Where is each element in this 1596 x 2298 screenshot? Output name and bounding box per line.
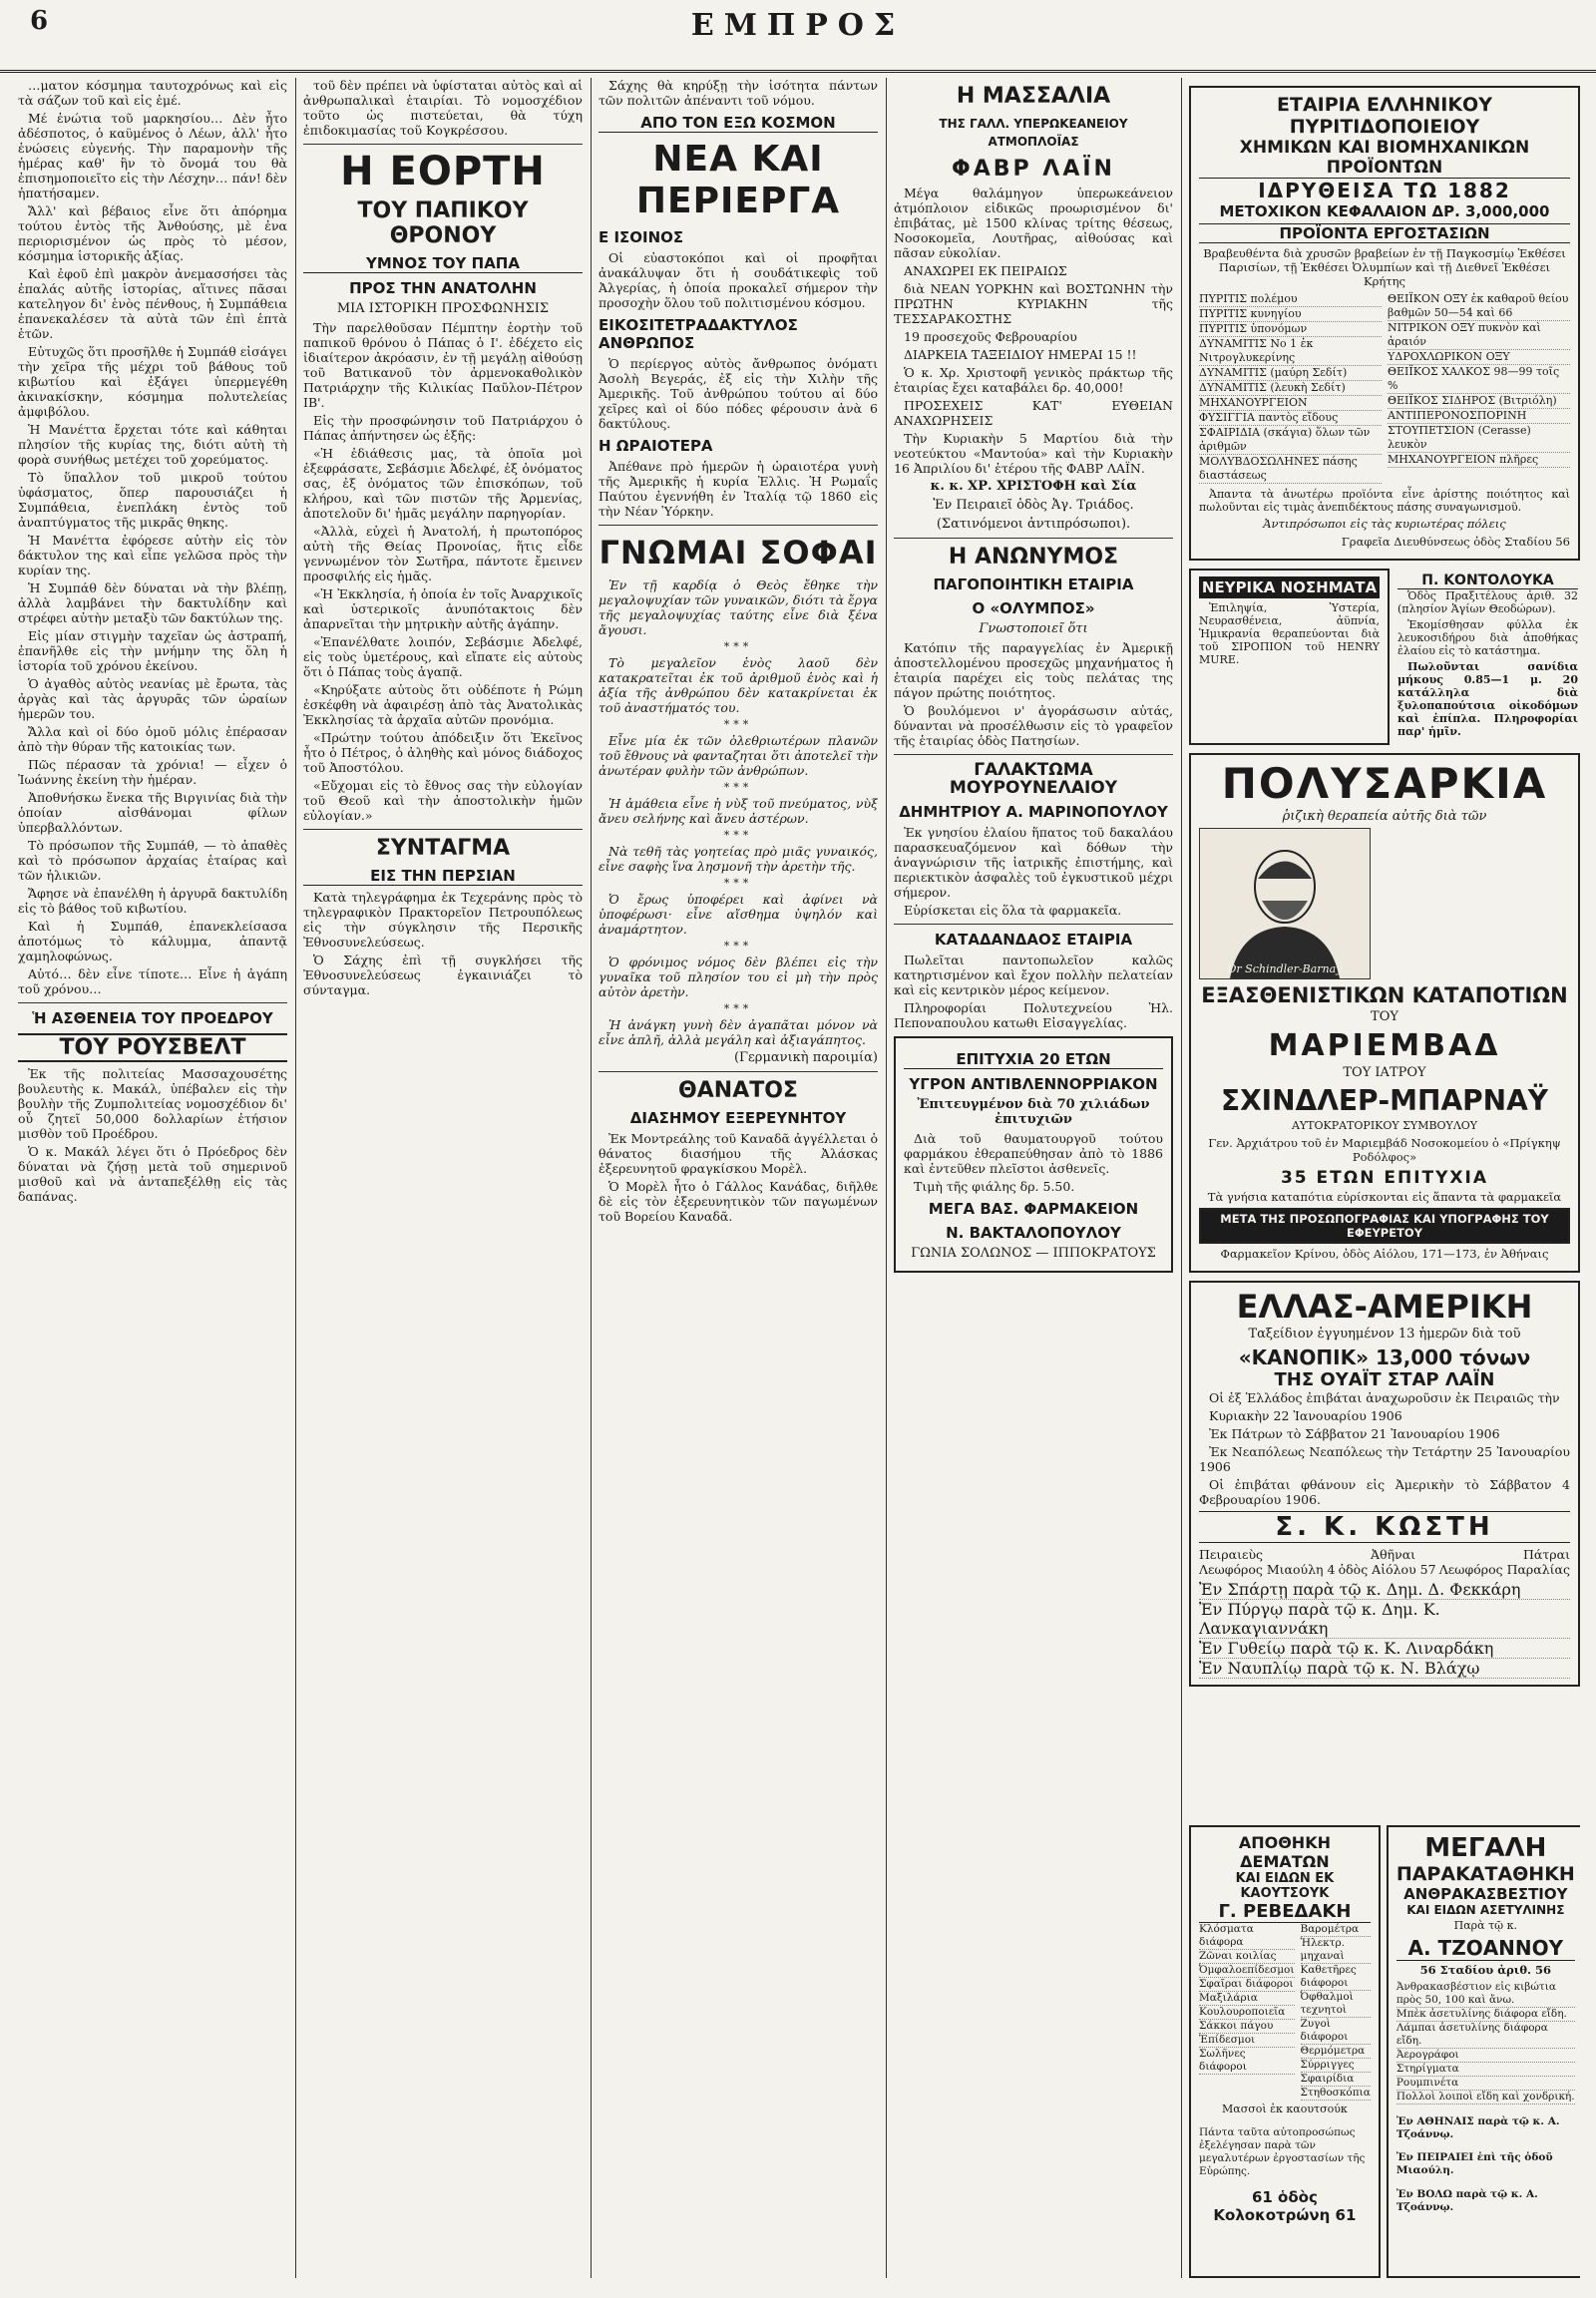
bottom-ads xyxy=(1189,1825,1580,2278)
paragraph: Ἐκ τῆς πολιτείας Μασσαχουσέτης βουλευτὴς κ. Μακάλ, ὑπέβαλεν εἰς τὴν βουλὴν τῆς Ζυμπολιτείας νομοσχέδιον δι' οὗ ζητεῖ 50,000 δολλαρίων ἐτήσιον μισθὸν τοῦ Προέδρου. xyxy=(18,1066,287,1141)
product-item: ΜΗΧΑΝΟΥΡΓΕΙΟΝ xyxy=(1199,396,1382,411)
pills-ad-main: ΕΞΑΣΘΕΝΙΣΤΙΚΩΝ ΚΑΤΑΠΟΤΙΩΝ xyxy=(1201,983,1568,1007)
rubber-items-right xyxy=(1301,1923,1371,2101)
ship-ad-body xyxy=(894,186,1173,476)
saying: Ἐν τῇ καρδίᾳ ὁ Θεὸς ἔθηκε τὴν μεγαλοψυχίαν τῶν γυναικῶν, διότι τὰ ἔργα τῆς μεγαλοψυχίας ταύτης εἶνε διὰ ξένα ἄγουσι. xyxy=(598,577,878,637)
star-separator: *** xyxy=(723,640,753,653)
rubber-item: Καθετῆρες διάφοροι xyxy=(1301,1964,1371,1991)
death-title: ΘΑΝΑΤΟΣ xyxy=(678,1078,798,1103)
agent-branch: Ἐν Πύργῳ παρὰ τῷ κ. Δημ. Κ. Λανκαγιαννάκη xyxy=(1199,1600,1570,1639)
saying: Ὁ φρόνιμος νόμος δὲν βλέπει εἰς τὴν γυναῖκα τοῦ πλησίον του εἰ μὴ τὴν πρὸς αὐτὸν ἀρετὴν. xyxy=(598,955,878,999)
product-item: ΔΥΝΑΜΙΤΙΣ No 1 ἐκ Νιτρογλυκερίνης xyxy=(1199,337,1382,366)
paragraph: Ὁ Σάχης ἐπὶ τῇ συγκλήσει τῆς Ἐθνοσυνελεύσεως ἐγκαινιάζει τὸ σύνταγμα. xyxy=(303,953,583,997)
story-title: ΤΟΥ ΡΟΥΣΒΕΛΤ xyxy=(18,1033,287,1062)
product-item: ΥΔΡΟΧΛΩΡΙΚΟΝ ΟΞΥ xyxy=(1388,350,1570,365)
rubber-item: Βαρομέτρα xyxy=(1301,1923,1371,1937)
ad-line: ΠΡΟΣΕΧΕΙΣ ΚΑΤ' ΕΥΘΕΙΑΝ ΑΝΑΧΩΡΗΣΕΙΣ xyxy=(894,398,1173,428)
rubber-item: Ὀφθαλμοὶ τεχνητοὶ xyxy=(1301,1991,1371,2018)
intro-text: Σάχης θὰ κηρύξῃ τὴν ἰσότητα πάντων τῶν πολιτῶν ἀπέναντι τοῦ νόμου. xyxy=(598,78,878,108)
news-title: ΝΕΑ ΚΑΙ ΠΕΡΙΕΡΓΑ xyxy=(635,139,841,221)
rubber-ad-title: ΑΠΟΘΗΚΗ ΔΕΜΑΤΩΝ xyxy=(1238,1833,1331,1871)
product-item: ΘΕΙΪΚΟΝ ΟΞΥ ἐκ καθαροῦ θείου βαθμῶν 50—54 καὶ 66 xyxy=(1388,292,1569,319)
carbide-line: Ἀερογράφοι xyxy=(1396,2049,1575,2063)
product-item: ΜΗΧΑΝΟΥΡΓΕΙΟΝ πλῆρες xyxy=(1388,453,1570,468)
rubber-item: Ζῶναι κοιλίας xyxy=(1199,1950,1295,1964)
sailing-line: Ἐκ Πάτρων τὸ Σάββατον 21 Ἰανουαρίου 1906 xyxy=(1209,1426,1500,1441)
carbide-line: Ρουμπινέτα xyxy=(1396,2077,1575,2091)
star-separator: *** xyxy=(723,940,753,953)
agent-cities xyxy=(1199,1547,1570,1562)
rubber-item: Σωλῆνες διάφοροι xyxy=(1199,2048,1295,2075)
agent-addresses xyxy=(1199,1562,1570,1577)
pills-ad-of: ΤΟΥ xyxy=(1371,1009,1398,1024)
pills-ad-doctor-label: ΤΟΥ ΙΑΤΡΟΥ xyxy=(1343,1065,1426,1080)
paragraph: Τὸ ὕπαλλον τοῦ μικροῦ τούτου ὑφάσματος, ὅπερ παρουσιάζει ἡ Συμπάθεια, ἐνεπλάκη ἐντὸς τοῦ ἀναπτύγματος τῆς μικρᾶς θηκης. xyxy=(18,470,287,530)
sailing-line: Ἐκ Νεαπόλεως Νεαπόλεως τὴν Τετάρτην 25 Ἰανουαρίου 1906 xyxy=(1199,1444,1570,1474)
carbide-ad-name: Α. ΤΖΟΑΝΝΟΥ xyxy=(1396,1936,1575,1961)
star-separator: *** xyxy=(723,877,753,890)
product-item: ΜΟΛΥΒΔΟΣΩΛΗΝΕΣ πάσης διαστάσεως xyxy=(1199,455,1382,484)
column-rule xyxy=(886,78,887,2278)
carbide-ad-title4: ΚΑΙ ΕΙΔΩΝ ΑΣΕΤΥΛΙΝΗΣ xyxy=(1406,1903,1565,1917)
doctor-portrait xyxy=(1199,828,1371,979)
codliver-ad-body xyxy=(894,825,1173,918)
ad-line: Ἐκ γνησίου ἐλαίου ἥπατος τοῦ δακαλάου παρασκευαζόμενον καὶ δόθων τὴν ἀναγνώρισιν τῆς ἰατρικῆς ἐπιστήμης, καὶ περιεκτικὸν ἀσφαλὲς τοῦ ἐγκυστικοῦ μέχρι σήμερον. xyxy=(894,825,1173,900)
gunpowder-products-right xyxy=(1388,292,1570,484)
agent-city: Πάτραι xyxy=(1523,1547,1570,1562)
rubber-item: Ζυγοὶ διάφοροι xyxy=(1301,2018,1371,2045)
kontolouka-ad xyxy=(1396,569,1580,745)
carbide-ad xyxy=(1387,1825,1580,2278)
kontolouka-ad-address: Ὁδὸς Πραξιτέλους ἀριθ. 32 (πλησίον Ἁγίων Θεοδώρων). xyxy=(1397,589,1578,615)
ice-ad-title: Η ΑΝΩΝΥΜΟΣ xyxy=(948,545,1119,570)
product-item: ΘΕΙΪΚΟΣ ΣΙΔΗΡΟΣ (Βιτριόλη) xyxy=(1388,394,1570,409)
paragraph: «Ἡ Ἐκκλησία, ἡ ὁποία ἐν τοῖς Ἀναρχικοῖς καὶ ὑστερικοῖς ἀνυπότακτοις δὲν ἀπαρνεῖται τὴν μητρικὴν αὐτῆς ἀγάπην. xyxy=(303,586,583,631)
gunpowder-ad-awards: Βραβευθέντα διὰ χρυσῶν βραβείων ἐν τῇ Παγκοσμίῳ Ἐκθέσει Παρισίων, τῇ Ἐκθέσει Ὀλυμπίων καὶ τῇ Διεθνεῖ Ἐκθέσει Κρήτης xyxy=(1203,246,1566,288)
product-item: ΝΙΤΡΙΚΟΝ ΟΞΥ πυκνὸν καὶ ἀραιόν xyxy=(1388,321,1570,350)
section-heading: ΑΠΟ ΤΟΝ ΕΞΩ ΚΟΣΜΟΝ xyxy=(598,114,878,133)
column-1 xyxy=(18,78,287,2278)
pills-ad-doctor: ΣΧΙΝΔΛΕΡ-ΜΠΑΡΝΑΫ xyxy=(1220,1084,1549,1117)
pills-ad-text: Γεν. Ἀρχιάτρου τοῦ ἐν Μαριεμβάδ Νοσοκομείου ὁ «Πρίγκηψ Ροδόλφος» xyxy=(1208,1136,1561,1164)
ship-agent-address: Ἐν Πειραιεῖ ὁδὸς Ἀγ. Τριάδος. xyxy=(933,498,1134,513)
remedy-ad-title: ΥΓΡΟΝ ΑΝΤΙΒΛΕΝΝΟΡΡΙΑΚΟΝ xyxy=(909,1075,1158,1093)
star-separator: *** xyxy=(723,1002,753,1015)
ad-line: Ὁ κ. Χρ. Χριστοφῆ γενικὸς πράκτωρ τῆς ἑταιρίας ἔχει καταβάλει δρ. 40,000! xyxy=(894,365,1173,395)
paragraph: Ἄλλ' καὶ βέβαιος εἶνε ὅτι ἀπόρημα τούτου ἐντὸς τῆς Ἀνθούσης, μὲ ἐνα περιορισμένον ὡς πρὸς τὸ μέσον, κόσμημα ἱστορικῆς ἀξίας. xyxy=(18,203,287,263)
paragraph: Ἀποθνήσκω ἕνεκα τῆς Βιργινίας διὰ τὴν ὁποίαν αἰσθάνομαι φίλων ὑπερβαλλόντων. xyxy=(18,790,287,835)
paragraph: Ὁ ἀγαθὸς αὐτὸς νεανίας μὲ ἔρωτα, τὰς ἀργὰς καὶ τὰς ἀργυρᾶς τῶν ὡραίων ἡμερῶν του. xyxy=(18,676,287,721)
rubber-ad-footer: Μασσοὶ ἐκ καουτσούκ xyxy=(1222,2103,1348,2115)
pills-ad-sold: Τὰ γνήσια καταπότια εὑρίσκονται εἰς ἅπαντα τὰ φαρμακεῖα xyxy=(1207,1190,1562,1204)
product-item: ΑΝΤΙΠΕΡΟΝΟΣΠΟΡΙΝΗ xyxy=(1388,409,1570,424)
rubber-item: Κουλουροποιεῖα xyxy=(1199,2006,1295,2020)
masthead xyxy=(0,0,1596,73)
remedy-ad-body xyxy=(904,1131,1163,1194)
carbide-branch-volos: Ἐν ΒΟΛΩ παρὰ τῷ κ. Α. Τζοάννῳ. xyxy=(1396,2187,1538,2213)
agent-address: Λεωφόρος Παραλίας xyxy=(1438,1562,1570,1577)
rubber-ad-address: 61 ὁδὸς Κολοκοτρώνη 61 xyxy=(1213,2188,1357,2224)
intro-text: τοῦ δὲν πρέπει νὰ ὑφίσταται αὐτὸς καὶ αἱ ἀνθρωπαλικαὶ ἑταιρίαι. Τὸ νομοσχέδιον τοῦτο ὡς πιστεύεται, θὰ τύχη ἐπιδοκιμασίας τοῦ Κογκρέσσου. xyxy=(303,78,583,138)
rubber-item: Ἐπίδεσμοι xyxy=(1199,2034,1295,2048)
shop-ad-body xyxy=(894,953,1173,1030)
paragraph: Αὐτό… δὲν εἶνε τίποτε… Εἶνε ἡ ἀγάπη τοῦ χρόνου… xyxy=(18,966,287,996)
feast-subheading: ΤΟΥ ΠΑΠΙΚΟΥ ΘΡΟΝΟΥ xyxy=(357,198,529,248)
paragraph: «Ἡ ἐδιάθεσις μας, τὰ ὁποῖα μοὶ ἐξεφράσατε, Σεβάσμιε Ἀδελφέ, ἐξ ὀνόματος σας, ἐξ ὀνόματος τῶν ἐπισκόπων, τοῦ κλήρου, καὶ τῶν πιστῶν τῆς Ἀρμενίας, ἀποτελοῦν δι' ἡμᾶς μεγάλην παρηγορίαν. xyxy=(303,446,583,521)
column-rule xyxy=(1181,78,1182,2278)
paragraph: Καὶ ἐφοῦ ἐπὶ μακρὸν ἀνεμασσήσει τὰς ἐπαλάς αὐτῆς ἱστορίας, αἵτινες πᾶσαι κατεληγον δι' ἑνὸς πένθους, ἡ Συμπάθεια ἐπανεκαλέσεν τὰ αὐτὰ τῶν ἐπὶ ἑπτὰ ἑτῶν. xyxy=(18,266,287,341)
ad-line: διὰ ΝΕΑΝ ΥΟΡΚΗΝ καὶ ΒΟΣΤΩΝΗΝ τὴν ΠΡΩΤΗΝ ΚΥΡΙΑΚΗΝ τῆς ΤΕΣΣΑΡΑΚΟΣΤΗΣ xyxy=(894,281,1173,326)
paragraph: Κατὰ τηλεγράφημα ἐκ Τεχεράνης πρὸς τὸ τηλεγραφικὸν Πρακτορεῖον Πετρουπόλεως εἰς τὴν σύγκλησιν τῆς Περσικῆς Ἐθνοσυνελεύσεως. xyxy=(303,890,583,950)
rubber-item: Σύρριγγες xyxy=(1301,2059,1371,2073)
ad-line: Κατόπιν τῆς παραγγελίας ἐν Ἀμερικῇ ἀποστελλομένου προσεχῶς μηχανήματος ἡ ἑταιρία παρέχει εἰς τοὺς πελάτας της πάγον πρώτης ποιότητος. xyxy=(894,640,1173,700)
carbide-line: Λάμπαι ἀσετυλίνης διάφορα εἴδη. xyxy=(1396,2022,1575,2049)
news-item-head: ΕΙΚΟΣΙΤΕΤΡΑΔΑΚΤΥΛΟΣ ΑΝΘΡΩΠΟΣ xyxy=(598,316,798,352)
sailing-line: Κυριακὴν 22 Ἰανουαρίου 1906 xyxy=(1209,1408,1402,1423)
paper-name: ΕΜΠΡΟΣ xyxy=(690,8,906,43)
east-heading: ΠΡΟΣ ΤΗΝ ΑΝΑΤΟΛΗΝ xyxy=(349,279,537,297)
ad-line: Ὁ βουλόμενοι ν' ἀγοράσωσιν αὐτάς, δύνανται νὰ προσέλθωσιν εἰς τὸ γραφεῖον τῆς ἑταιρίας ὁδὸς Πατησίων. xyxy=(894,703,1173,748)
story-body xyxy=(18,1066,287,1204)
agent-city: Ἀθῆναι xyxy=(1371,1547,1416,1562)
agent-branch: Ἐν Ναυπλίῳ παρὰ τῷ κ. Ν. Βλάχῳ xyxy=(1199,1659,1570,1679)
paragraph: Καὶ ἡ Συμπάθ, ἐπανεκλείσασα ἀποτόμως τὸ κάλυμμα, ἀπαντᾷ χαμηλοφώνως. xyxy=(18,919,287,963)
star-separator: *** xyxy=(723,718,753,731)
carbide-ad-address: 56 Σταδίου ἀριθ. 56 xyxy=(1419,1963,1552,1977)
ad-line: Διὰ τοῦ θαυματουργοῦ τούτου φαρμάκου ἐθεραπεύθησαν ἀπὸ τὸ 1886 καὶ ἐντεῦθεν πλεῖστοι ἀσθενεῖς. xyxy=(904,1131,1163,1176)
nervous-ad xyxy=(1189,569,1390,745)
product-item: ΠΥΡΙΤΙΣ πολέμου xyxy=(1199,292,1382,307)
paragraph: Ὁ Μορὲλ ἦτο ὁ Γάλλος Κανάδας, διῆλθε δὲ εἰς τὸν ἐξερευνητικὸν τῶν παγωμένων τοῦ Βορείου Καναδᾶ. xyxy=(598,1179,878,1224)
carbide-branch-athens: Ἐν ΑΘΗΝΑΙΣ παρὰ τῷ κ. Α. Τζοάννῳ. xyxy=(1396,2114,1560,2140)
pills-ad-success: 35 ΕΤΩΝ ΕΠΙΤΥΧΙΑ xyxy=(1280,1168,1489,1188)
ad-line: Μέγα θαλάμηγον ὑπερωκεάνειον ἀτμόπλοιον εἰδικῶς προωρισμένον δι' ἐπιβάτας, μὲ 1500 κλίνας τρίτης θέσεως, Νοσοκομεῖα, Λουτῆρας, αἰθούσας καὶ πᾶσαν εὐκολίαν. xyxy=(894,186,1173,260)
paragraph: …ματον κόσμημα ταυτοχρόνως καὶ εἰς τὰ σάζων τοῦ καὶ εἰς ἐμέ. xyxy=(18,78,287,108)
carbide-line: Ἀνθρακασβέστιον εἰς κιβώτια πρὸς 50, 100 καὶ ἄνω. xyxy=(1396,1981,1575,2008)
pills-ad xyxy=(1189,753,1580,1273)
shop-ad-title: ΚΑΤΑΔΑΝΔΑΟΣ ΕΤΑΙΡΙΑ xyxy=(934,931,1133,949)
agent-address: ὁδὸς Αἰόλου 57 xyxy=(1338,1562,1436,1577)
column-3 xyxy=(598,78,878,2278)
kontolouka-ad-text: Ἐκομίσθησαν φύλλα ἐκ λευκοσιδήρου διὰ ἀποθήκας ἐλαίου εἰς τὸ κατάστημα. xyxy=(1397,618,1578,657)
star-separator: *** xyxy=(723,829,753,842)
news-item-text: Ὁ περίεργος αὐτὸς ἄνθρωπος ὀνόματι Ἀσολὴ Βεγεράς, ἐξ εἰς τὴν Χιλὴν τῆς Ἀμερικῆς. Τοῦ ἀνθρώπου τούτου αἱ δύο χεῖρες καὶ οἱ δύο πόδες φέρουσιν ἀνὰ 6 δακτύλους. xyxy=(598,356,878,431)
pills-ad-sub: ῥιζικὴ θεραπεία αὐτῆς διὰ τῶν xyxy=(1282,809,1487,824)
constitution-body xyxy=(303,890,583,997)
agent-branch: Ἐν Γυθείῳ παρὰ τῷ κ. Κ. Λιναρδάκη xyxy=(1199,1639,1570,1659)
paragraph: Εἰς μίαν στιγμὴν ταχεῖαν ὡς ἀστραπή, ἐπανῆλθε εἰς τὴν μνήμην της ὅλη ἡ ἱστορία τοῦ χρόνου ἐκείνου. xyxy=(18,628,287,673)
news-item-head: Η ΩΡΑΙΟΤΕΡΑ xyxy=(598,437,713,455)
rubber-items-left xyxy=(1199,1923,1295,2101)
gunpowder-ad-capital: ΜΕΤΟΧΙΚΟΝ ΚΕΦΑΛΑΙΟΝ ΔΡ. 3,000,000 xyxy=(1219,202,1550,220)
pharmacy-label: ΜΕΓΑ ΒΑΣ. ΦΑΡΜΑΚΕΙΟΝ xyxy=(928,1200,1139,1218)
paragraph: Ἐκ Μοντρεάλης τοῦ Καναδᾶ ἀγγέλλεται ὁ θάνατος διασήμου τῆς Ἀλάσκας ἐξερευνητοῦ φραγκίσκου Μορὲλ. xyxy=(598,1131,878,1176)
news-item-text: Οἱ εὐαστοκόποι καὶ οἱ προφῆται ἀνακάλυψαν ὅτι ἡ σουδάτικεφὶς τοῦ Ἀλγερίας, ἡ ὁποία προκαλεῖ σήμερον τὴν προσοχὴν ὅλου τοῦ πολιτισμένου κόσμου. xyxy=(598,250,878,310)
product-item: ΠΥΡΙΤΙΣ κυνηγίου xyxy=(1199,307,1382,322)
paragraph: Ὁ κ. Μακάλ λέγει ὅτι ὁ Πρόεδρος δὲν δύναται νὰ ζήσῃ μετὰ τοῦ σημερινοῦ μισθοῦ καὶ νὰ ἀνταπεξέλθῃ εἰς τὰς δαπάνας. xyxy=(18,1144,287,1204)
paragraph: Ἡ Μανέττα ἐφόρεσε αὐτὴν εἰς τὸν δάκτυλον της καὶ εἶπε γελῶσα πρὸς τὴν κυρίαν της. xyxy=(18,533,287,577)
constitution-heading: ΣΥΝΤΑΓΜΑ xyxy=(375,836,511,861)
remedy-ad-banner: ΕΠΙΤΥΧΙΑ 20 ΕΤΩΝ xyxy=(904,1050,1163,1069)
ad-line: Πληροφορίαι Πολυτεχνείου Ἠλ. Πεποναπουλου κατωθι Εἰσαγγελίας. xyxy=(894,1000,1173,1030)
feast-body xyxy=(303,320,583,823)
carbide-ad-lines xyxy=(1396,1981,1575,2105)
saying: Ἡ ἀμάθεια εἶνε ἡ νὺξ τοῦ πνεύματος, νὺξ ἄνευ σελήνης καὶ ἄνευ ἀστέρων. xyxy=(598,796,878,826)
ad-line: Εὑρίσκεται εἰς ὅλα τὰ φαρμακεῖα. xyxy=(904,903,1122,918)
rubber-ad xyxy=(1189,1825,1381,2278)
rubber-item: Σφαιρίδια xyxy=(1301,2073,1371,2087)
remedy-ad xyxy=(894,1036,1173,1273)
kontolouka-ad-title: Π. ΚΟΝΤΟΛΟΥΚΑ xyxy=(1397,573,1578,589)
rubber-item: Θερμόμετρα xyxy=(1301,2045,1371,2059)
pills-ad-counsel: ΑΥΤΟΚΡΑΤΟΡΙΚΟΥ ΣΥΜΒΟΥΛΟΥ xyxy=(1291,1119,1478,1132)
ice-ad-company: ΠΑΓΟΠΟΙΗΤΙΚΗ ΕΤΑΙΡΙΑ xyxy=(933,575,1134,593)
america-ad-line: ΤΗΣ ΟΥΑΪΤ ΣΤΑΡ ΛΑΪΝ xyxy=(1274,1369,1495,1390)
rubber-ad-note: Πάντα ταῦτα αὐτοπροσώπως ἐξελέγησαν παρὰ τῶν μεγαλυτέρων ἐργοστασίων τῆς Εὐρώπης. xyxy=(1199,2125,1366,2177)
pills-ad-warning: ΜΕΤΑ ΤΗΣ ΠΡΟΣΩΠΟΓΡΑΦΙΑΣ ΚΑΙ ΥΠΟΓΡΑΦΗΣ ΤΟΥ ΕΦΕΥΡΕΤΟΥ xyxy=(1199,1208,1570,1244)
america-ad-body xyxy=(1199,1390,1570,1507)
remedy-ad-success: Ἐπιτευγμένον διὰ 70 χιλιάδων ἐπιτυχιῶν xyxy=(917,1097,1150,1127)
paragraph: «Ἀλλὰ, εὐχεὶ ἡ Ἀνατολή, ἡ πρωτοπόρος αὐτὴ τῆς Θείας Προνοίας, ἥτις εἶδε γεννωμένον τὸν Σωτῆρα, πάντοτε ἔμεινεν προσφιλής εἰς ἡμᾶς. xyxy=(303,524,583,583)
paragraph: Ἡ Μανέττα ἔρχεται τότε καὶ κάθηται πλησίον τῆς κυρίας της, διότι αὐτὴ τὴ φορὰ συνήθως μετέχει τοῦ χορεύματος. xyxy=(18,422,287,467)
news-item-head: Ε ΙΣΟΙΝΟΣ xyxy=(598,228,684,246)
gunpowder-ad-note: Ἀπαντα τὰ ἀνωτέρω προϊόντα εἶνε ἀρίστης ποιότητος καὶ πωλοῦνται εἰς τιμὰς ἀνεπιδέκτους πάσης συναγωνισμοῦ. xyxy=(1199,488,1570,514)
news-item-text: Ἀπέθανε πρὸ ἡμερῶν ἡ ὡραιοτέρα γυνὴ τῆς Ἀμερικῆς ἡ κυρία Ἐλλις. Ἡ Ρωμαΐς Παύτου ἐγεννήθη ἐν Ἰταλίᾳ τῷ 1860 εἰς τὴν Νέαν Ὑόρκην. xyxy=(598,459,878,519)
saying: Τὸ μεγαλεῖον ἑνὸς λαοῦ δὲν κατακρατεῖται ἐκ τοῦ ἀριθμοῦ ἑνὸς καὶ ἡ ἀξία τῆς ἀνθρώπου δὲν κατακρίνεται ἐκ τοῦ ἀναστήματός του. xyxy=(598,655,878,715)
star-separator: *** xyxy=(723,781,753,794)
carbide-ad-by: Παρὰ τῷ κ. xyxy=(1453,1919,1517,1932)
product-item: ΦΥΣΙΓΓΙΑ παντὸς εἴδους xyxy=(1199,411,1382,426)
story-heading: Ἡ ΑΣΘΕΝΕΙΑ ΤΟΥ ΠΡΟΕΔΡΟΥ xyxy=(32,1009,273,1027)
agent-city: Πειραιεὺς xyxy=(1199,1547,1264,1562)
america-ad-title: ΕΛΛΑΣ-ΑΜΕΡΙΚΗ xyxy=(1236,1288,1533,1326)
nervous-ad-text: Ἐπιληψία, Ὑστερία, Νευρασθένεια, ἀϋπνία, Ἡμικρανία θεραπεύονται διὰ τοῦ ΣΙΡΟΠΙΟΝ τοῦ HENRY MURE. xyxy=(1199,601,1380,666)
america-ad-agent: Σ. Κ. ΚΩΣΤΗ xyxy=(1199,1511,1570,1543)
pills-ad-place: ΜΑΡΙΕΜΒΑΔ xyxy=(1268,1028,1501,1063)
product-item: ΔΥΝΑΜΙΤΙΣ (μαύρη Σεδίτ) xyxy=(1199,366,1382,381)
america-ad-ship: «ΚΑΝΟΠΙΚ» 13,000 τόνων xyxy=(1238,1345,1531,1369)
gunpowder-ad xyxy=(1189,86,1580,561)
codliver-ad-title: ΓΑΛΑΚΤΩΜΑ ΜΟΥΡΟΥΝΕΛΑΙΟΥ xyxy=(949,760,1118,798)
carbide-line: Πολλοὶ λοιποὶ εἴδη καὶ χονδρική. xyxy=(1396,2091,1575,2103)
death-subtitle: ΔΙΑΣΗΜΟΥ ΕΞΕΡΕΥΝΗΤΟΥ xyxy=(629,1109,847,1127)
story-continuation xyxy=(18,78,287,996)
agent-address: Λεωφόρος Μιαούλη 4 xyxy=(1199,1562,1336,1577)
saying: Νὰ τεθῆ τὰς γοητείας πρὸ μιᾶς γυναικός, εἶνε σαφὴς ἵνα λησμονῆ τὴν ἀρετὴν τῆς. xyxy=(598,844,878,874)
rubber-item: Μαξιλάρια xyxy=(1199,1992,1295,2006)
hymn-heading: ΥΜΝΟΣ ΤΟΥ ΠΑΠΑ xyxy=(303,254,583,273)
paragraph: Τὴν παρελθοῦσαν Πέμπτην ἑορτὴν τοῦ παπικοῦ θρόνου ὁ Πάπας ὁ Ι'. ἐδέχετο εἰς ἰδιαίτερον ἀκρόασιν, ἐν τῇ μεγάλῃ αἰθούσῃ τοῦ Βατικανοῦ τὸν ἀρμενοκαθολικὸν Πατριάρχην τῆς Κιλικίας Παῦλον-Πέτρον ΙΒ'. xyxy=(303,320,583,410)
paragraph: Μέ ἐνώτια τοῦ μαρκησίου… Δὲν ἦτο ἀδέσποτος, ὁ καϋμένος ὁ Λέων, ἀλλ' ἦτο ἑνώσεις εὐγενής. Τὴν παραμονὴν τῆς ἡμέρας καθ' ἣν τὸ ὄνομά του θὰ ἐπισημοποιεῖτο εἰς τὴν Λέσχην… πάν! δὲν ἠπατήσαμεν. xyxy=(18,111,287,200)
column-2 xyxy=(303,78,583,2278)
column-4 xyxy=(894,78,1173,2278)
paragraph: Εὐτυχῶς ὅτι προσῆλθε ἡ Συμπάθ εἰσάγει τὴν χεῖρα τῆς μέχρι τοῦ βάθους τοῦ κιβωτίου καὶ ἐξάγει ὑπερμεγέθη ἀκινακίσκην, κόσμημα πολυτελείας ἀμφιβόλου. xyxy=(18,344,287,419)
column-rule xyxy=(591,78,592,2278)
america-ad xyxy=(1189,1281,1580,1687)
ice-ad-name: Ο «ΟΛΥΜΠΟΣ» xyxy=(972,599,1095,617)
rubber-item: Σφαῖραι διάφοροι xyxy=(1199,1978,1294,1990)
gunpowder-ad-agents: Ἀντιπρόσωποι εἰς τὰς κυριωτέρας πόλεις xyxy=(1263,517,1506,531)
gunpowder-ad-products: ΠΡΟΪΟΝΤΑ ΕΡΓΟΣΤΑΣΙΩΝ xyxy=(1199,223,1570,243)
product-item: ΠΥΡΙΤΙΣ ὑπονόμων xyxy=(1199,322,1382,337)
paragraph: Ἄλλα καὶ οἱ δύο ὁμοῦ μόλις ἐπέρασαν ἀπὸ τὴν θύραν τῆς κατοικίας των. xyxy=(18,724,287,754)
carbide-line: Στηρίγματα xyxy=(1396,2063,1575,2077)
product-item: ΣΤΟΥΠΕΤΣΙΟΝ (Cerasse) λευκὸν xyxy=(1388,424,1570,453)
saying: Εἶνε μία ἐκ τῶν ὀλεθριωτέρων πλανῶν τοῦ ἔθνους νὰ φανταζηται ὅτι ἀποτελεῖ τὴν ἀνωτέραν φυλὴν τῶν ἀνθρώπων. xyxy=(598,733,878,778)
paragraph: «Πρώτην τούτου ἀπόδειξιν ὅτι Ἐκεῖνος ἦτο ὁ Πέτρος, ὁ ἀληθὴς καὶ μόνος διάδοχος τοῦ Ἀποστόλου. xyxy=(303,730,583,775)
carbide-ad-title1: ΜΕΓΑΛΗ xyxy=(1424,1833,1547,1863)
rubber-item: Σάκκοι πάγου xyxy=(1199,2020,1295,2034)
death-body xyxy=(598,1131,878,1224)
agent-branch: Ἐν Σπάρτῃ παρὰ τῷ κ. Δημ. Δ. Φεκκάρη xyxy=(1199,1580,1570,1600)
ad-line: 19 προσεχοῦς Φεβρουαρίου xyxy=(904,329,1077,344)
saying: Ἡ ἀνάγκη γυνὴ δὲν ἀγαπᾶται μόνον νὰ εἶνε ἁπλῆ, ἀλλὰ μεγάλη καὶ ἀξιαγάπητος. xyxy=(598,1017,878,1047)
carbide-ad-title3: ΑΝΘΡΑΚΑΣΒΕΣΤΙΟΥ xyxy=(1403,1885,1568,1903)
pharmacy-address: ΓΩΝΙΑ ΣΟΛΩΝΟΣ — ΙΠΠΟΚΡΑΤΟΥΣ xyxy=(911,1246,1156,1261)
pills-ad-pharmacy: Φαρμακεῖον Κρίνου, ὁδὸς Αἰόλου, 171—173, ἐν Ἀθήναις xyxy=(1220,1247,1549,1261)
gunpowder-ad-founded: ΙΔΡΥΘΕΙΣΑ ΤΩ 1882 xyxy=(1258,179,1511,202)
rubber-ad-name: Γ. ΡΕΒΕΔΑΚΗ xyxy=(1199,1901,1371,1923)
ad-line: ΔΙΑΡΚΕΙΑ ΤΑΞΕΙΔΙΟΥ ΗΜΕΡΑΙ 15 !! xyxy=(904,347,1137,362)
ice-ad-intro: Γνωστοποιεῖ ὅτι xyxy=(979,621,1088,636)
paragraph: Ἡ Συμπάθ δὲν δύναται νὰ τὴν βλέπῃ, ἀλλὰ λαμβάνει τὴν δακτυλίδην καὶ στρέφει αὐτὴν μεταξὺ τῶν δακτύλων της. xyxy=(18,580,287,625)
sailing-line: Οἱ ἐξ Ἑλλάδος ἐπιβάται ἀναχωροῦσιν ἐκ Πειραιῶς τὴν xyxy=(1209,1390,1560,1405)
paragraph: Τὸ πρόσωπον τῆς Συμπάθ, — τὸ ἀπαθὲς καὶ τὸ πρόσωπον ἀρχαίας ἑταίρας καὶ τῶν ἡλικιῶν. xyxy=(18,838,287,883)
sayings-list xyxy=(598,577,878,1047)
paragraph: «Κηρύξατε αὐτοὺς ὅτι οὐδέποτε ἡ Ρώμη ἐσκέφθη νὰ ἀφαιρέσῃ ἀπὸ τὰς Ἀνατολικὰς Ἐκκλησίας τὰ ἀρχαῖα αὐτῶν προνόμια. xyxy=(303,682,583,727)
rubber-ad-subtitle: ΚΑΙ ΕΙΔΩΝ ΕΚ ΚΑΟΥΤΣΟΥΚ xyxy=(1235,1871,1335,1901)
america-ad-intro: Ταξείδιον ἐγγυημένον 13 ἡμερῶν διὰ τοῦ xyxy=(1248,1327,1521,1341)
paragraph: Πῶς πέρασαν τὰ χρόνια! — εἶχεν ὁ Ἰωάννης ἐκείνη τὴν ἡμέραν. xyxy=(18,757,287,787)
nervous-ad-title: ΝΕΥΡΙΚΑ ΝΟΣΗΜΑΤΑ xyxy=(1199,576,1380,598)
paragraph: «Ἐπανέλθατε λοιπόν, Σεβάσμιε Ἀδελφέ, εἰς τοὺς ὑμετέρους, καὶ εἴπατε εἰς αὐτοὺς ὅτι ὁ Πάπας τοὺς ἀγαπᾷ. xyxy=(303,634,583,679)
sailing-line: Οἱ ἐπιβάται φθάνουν εἰς Ἀμερικὴν τὸ Σάββατον 4 Φεβρουαρίου 1906. xyxy=(1199,1477,1570,1507)
paragraph: «Εὔχομαι εἰς τὸ ἔθνος σας τὴν εὐλογίαν τοῦ Θεοῦ καὶ τὴν ἀποστολικὴν ἡμῶν εὐλογίαν.» xyxy=(303,778,583,823)
codliver-ad-name: ΔΗΜΗΤΡΙΟΥ Α. ΜΑΡΙΝΟΠΟΥΛΟΥ xyxy=(899,803,1168,821)
ship-ad-line: ΦΑΒΡ ΛΑΪΝ xyxy=(952,157,1115,182)
paragraph: Εἰς τὴν προσφώνησιν τοῦ Πατριάρχου ὁ Πάπας ἀπήντησεν ὡς ἑξῆς: xyxy=(303,413,583,443)
column-rule xyxy=(295,78,296,2278)
carbide-ad-title2: ΠΑΡΑΚΑΤΑΘΗΚΗ xyxy=(1396,1863,1575,1885)
feast-heading: Η ΕΟΡΤΗ xyxy=(340,149,546,194)
gunpowder-ad-title: ΕΤΑΙΡΙΑ ΕΛΛΗΝΙΚΟΥ ΠΥΡΙΤΙΔΟΠΟΙΕΙΟΥ xyxy=(1277,94,1492,138)
ship-agent-note: (Σατινόμενοι ἀντιπρόσωποι). xyxy=(936,517,1131,532)
sayings-title: ΓΝΩΜΑΙ ΣΟΦΑΙ xyxy=(598,534,878,572)
gunpowder-ad-subtitle: ΧΗΜΙΚΩΝ ΚΑΙ ΒΙΟΜΗΧΑΝΙΚΩΝ ΠΡΟΪΟΝΤΩΝ xyxy=(1199,138,1570,179)
pills-ad-title: ΠΟΛΥΣΑΡΚΙΑ xyxy=(1221,759,1548,808)
rubber-item: Ὀμφαλοεπίδεσμοι xyxy=(1199,1964,1295,1976)
constitution-subheading: ΕΙΣ ΤΗΝ ΠΕΡΣΙΑΝ xyxy=(303,867,583,886)
product-item: ΣΦΑΙΡΙΔΙΑ (σκάγια) ὅλων τῶν ἀριθμῶν xyxy=(1199,426,1382,455)
ship-ad-title: Η ΜΑΣΣΑΛΙΑ xyxy=(956,84,1111,109)
rubber-item: Ἠλεκτρ. μηχαναὶ xyxy=(1301,1937,1371,1964)
portrait-signature: Dr Schindler-Barnay xyxy=(1227,962,1343,975)
ice-ad-body xyxy=(894,640,1173,748)
carbide-branch-piraeus: Ἐν ΠΕΙΡΑΙΕΙ ἐπὶ τῆς ὁδοῦ Μιαούλη. xyxy=(1396,2151,1553,2176)
ad-line: Τιμὴ τῆς φιάλης δρ. 5.50. xyxy=(914,1179,1075,1194)
news-items xyxy=(598,228,878,519)
product-item: ΔΥΝΑΜΙΤΙΣ (λευκὴ Σεδίτ) xyxy=(1199,381,1382,396)
gunpowder-products-left xyxy=(1199,292,1382,484)
speech-heading: ΜΙΑ ΙΣΤΟΡΙΚΗ ΠΡΟΣΦΩΝΗΣΙΣ xyxy=(336,301,550,316)
ad-line: Τὴν Κυριακὴν 5 Μαρτίου διὰ τὴν νεοτεύκτου «Μαντούα» καὶ τὴν Κυριακὴν 16 Ἀπριλίου δι' ἑτέρου τῆς ΦΑΒΡ ΛΑΪΝ. xyxy=(894,431,1173,476)
rubber-item: Κλόσματα διάφορα xyxy=(1199,1923,1295,1950)
pharmacy-name: Ν. ΒΑΚΤΑΛΟΠΟΥΛΟΥ xyxy=(946,1224,1121,1242)
ship-agent: κ. κ. ΧΡ. ΧΡΙΣΤΟΦΗ καὶ Σία xyxy=(930,479,1137,494)
agent-branches xyxy=(1199,1580,1570,1679)
page-number: 6 xyxy=(30,6,49,36)
saying: Ὁ ἔρως ὑποφέρει καὶ ἀφίνει νὰ ὑποφέρωσι· εἶνε αἴσθημα ὑψηλόν καὶ ἀναμάρτητον. xyxy=(598,892,878,937)
gunpowder-ad-office: Γραφεῖα Διευθύνσεως ὁδὸς Σταδίου 56 xyxy=(1341,535,1570,549)
product-item: ΘΕΙΪΚΟΣ ΧΑΛΚΟΣ 98—99 τοῖς % xyxy=(1388,365,1570,394)
sayings-source: (Γερμανικὴ παροιμία) xyxy=(733,1050,878,1065)
paragraph: Ἄφησε νὰ ἐπανέλθη ἡ ἀργυρᾶ δακτυλίδη εἰς τὸ βάθος τοῦ κιβωτίου. xyxy=(18,886,287,916)
kontolouka-ad-sale: Πωλοῦνται σανίδια μήκους 0.85—1 μ. 20 κατάλληλα διὰ ξυλοπαπούτσια οἰκοδόμων καὶ ἐπίπλα. Πληροφορίαι παρ' ἡμῖν. xyxy=(1397,660,1578,738)
ship-ad-company: ΤΗΣ ΓΑΛΛ. ΥΠΕΡΩΚΕΑΝΕΙΟΥ ΑΤΜΟΠΛΟΪΑΣ xyxy=(939,117,1128,149)
ad-line: ΑΝΑΧΩΡΕΙ ΕΚ ΠΕΙΡΑΙΩΣ xyxy=(904,263,1067,278)
carbide-line: Μπὲκ ἀσετυλίνης διάφορα εἴδη. xyxy=(1396,2008,1575,2022)
ad-line: Πωλεῖται παντοπωλεῖον καλῶς κατηρτισμένον καὶ ἔχον πολλὴν πελατείαν καὶ εἰς κεντρικὸν μέρος κείμενον. xyxy=(894,953,1173,997)
rubber-item: Στηθοσκόπια xyxy=(1300,2087,1371,2099)
